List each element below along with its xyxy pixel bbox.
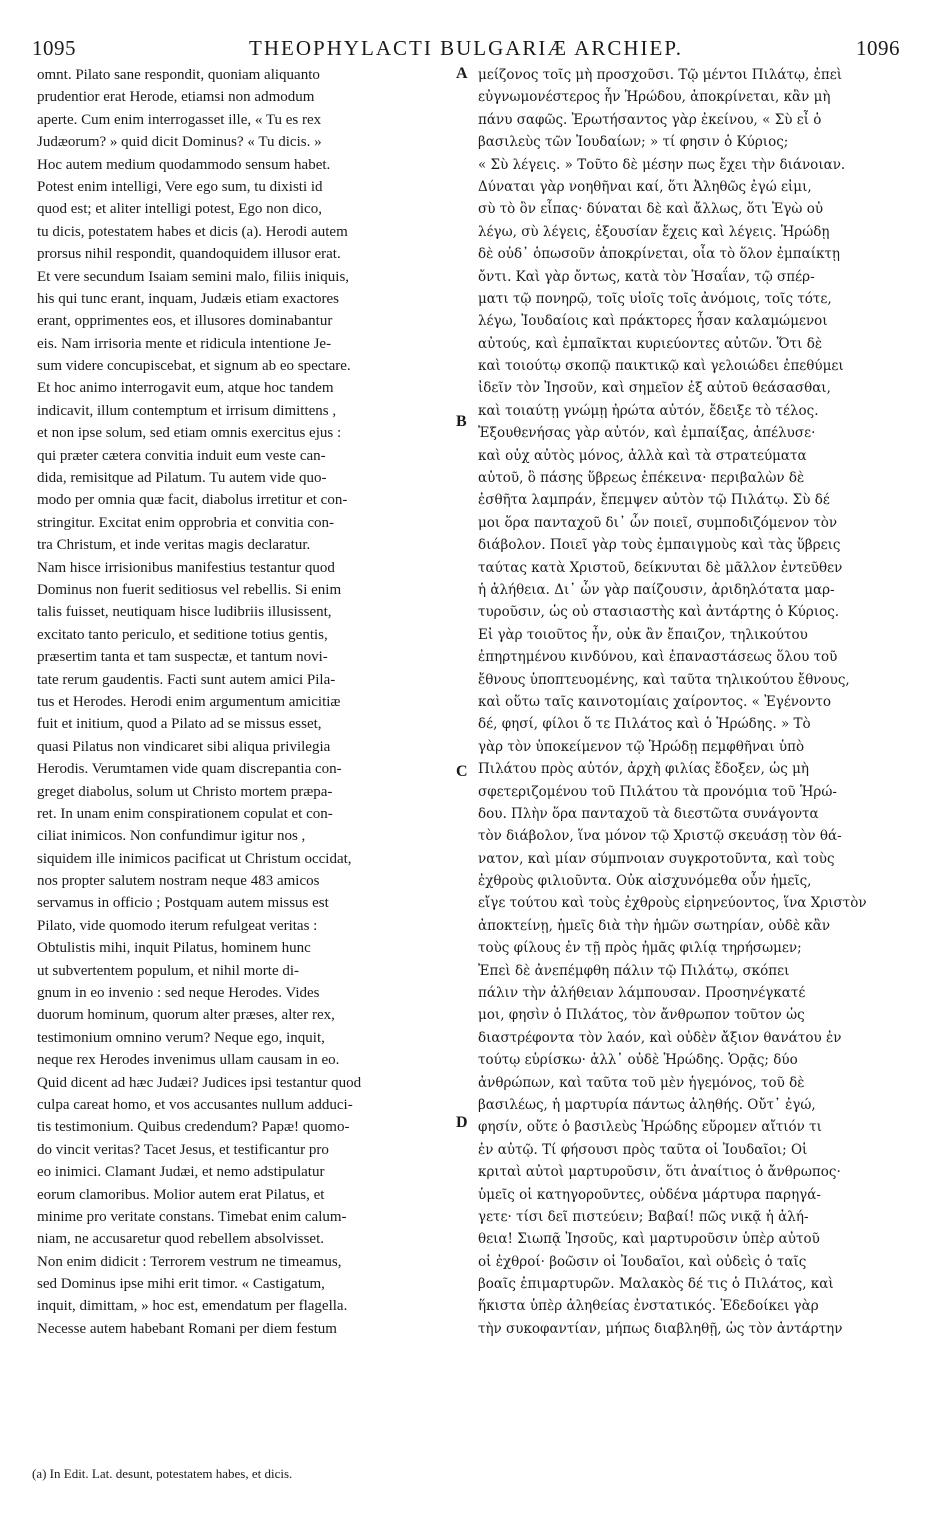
text-line: δέ, φησί, φίλοι ὅ τε Πιλάτος καὶ ὁ Ἡρώδης. » Τὸ	[478, 716, 811, 733]
text-line: eo inimici. Clamant Judæi, et nemo adstipulatur	[37, 1164, 325, 1181]
text-line: μείζονος τοῖς μὴ προσχοῦσι. Τῷ μέντοι Πιλάτῳ, ἐπεὶ	[478, 67, 843, 83]
text-line: ματι τῷ πονηρῷ, τοῖς υἱοῖς τοῖς ἀνόμοις, τοῖς τότε,	[478, 290, 832, 307]
text-line: Herodis. Verumtamen vide quam discrepantia con-	[37, 761, 342, 778]
text-line: διάβολον. Ποιεῖ γὰρ τοὺς ἐμπαιγμοὺς καὶ τὰς ὕβρεις	[478, 537, 841, 554]
text-line: et non ipse solum, sed etiam omnis exercitus ejus :	[37, 425, 342, 442]
text-line: his qui tunc erant, inquam, Judæis etiam exactores	[37, 290, 340, 307]
text-line: eorum clamoribus. Molior autem erat Pilatus, et	[37, 1186, 325, 1203]
text-line: ut subvertentem populum, et nihil morte di-	[37, 962, 300, 979]
text-line: fuit et initium, quod a Pilato ad se missus esset,	[37, 716, 322, 733]
text-line: καὶ τοιούτῳ σκοπῷ παικτικῷ καὶ γελοιώδει ἐπεθύμει	[478, 358, 844, 375]
text-line: μοι ὅρα πανταχοῦ δι᾽ ὧν ποιεῖ, συμποδιζόμενον τὸν	[478, 514, 838, 531]
text-line: τούτῳ εὑρίσκω· ἀλλ᾽ οὐδὲ Ἡρώδης. Ὁρᾷς; δύο	[478, 1052, 798, 1069]
text-line: γετε· τίσι δεῖ πιστεύειν; Βαβαί! πῶς νικᾷ ἡ ἀλή-	[478, 1208, 809, 1225]
text-line: prorsus nihil respondit, quandoquidem illusor erat.	[37, 246, 341, 263]
text-line: Potest enim intelligi, Vere ego sum, tu dixisti id	[37, 178, 323, 195]
text-line: αὐτοῦ, ὃ πάσης ὕβρεως ἐπέκεινα· περιβαλὼν δὲ	[478, 470, 805, 487]
text-line: ὄντι. Καὶ γὰρ ὄντως, κατὰ τὸν Ἡσαΐαν, τῷ σπέρ-	[478, 268, 815, 285]
text-line: ἀποκτείνῃ, ἡμεῖς διὰ τὴν ἡμῶν σωτηρίαν, οὐδὲ κἂν	[478, 917, 831, 934]
text-line: Quid dicent ad hæc Judæi? Judices ipsi testantur quod	[37, 1074, 362, 1091]
text-line: ἐπηρτημένου κινδύνου, καὶ ἐπαναστάσεως ὅλου τοῦ	[478, 649, 838, 666]
text-line: Necesse autem habebant Romani per diem festum	[37, 1320, 337, 1337]
running-title: THEOPHYLACTI BULGARIÆ ARCHIEP.	[249, 36, 683, 60]
text-line: erant, opprimentes eos, et illusores dominabantur	[37, 313, 333, 330]
text-line: Nam hisce irrisionibus manifestius testantur quod	[37, 559, 335, 576]
text-line: αὐτούς, καὶ ἐμπαῖκται κυριεύοντες αὐτῶν. Ὅτι δὲ	[478, 335, 823, 352]
text-line: καὶ οὐχ αὐτὸς μόνος, ἀλλὰ καὶ τὰ στρατεύματα	[478, 447, 807, 464]
text-line: σὺ τὸ ὂν εἶπας· δύναται δὲ καὶ ἄλλως, ὅτι Ἐγὼ οὐ	[478, 201, 824, 218]
text-line: ἔθνους ὑποπτευομένης, καὶ ταῦτα τηλικούτου ἔθνους,	[478, 671, 850, 688]
text-line: ciliat inimicos. Non confundimur igitur nos ,	[37, 828, 306, 845]
text-line: duorum hominum, quorum alter præses, alter rex,	[37, 1007, 335, 1024]
text-line: ἡ ἀλήθεια. Δι᾽ ὧν γὰρ παίζουσιν, ἀριδηλότατα μαρ-	[478, 581, 835, 598]
text-line: siquidem ille inimicos pacificat ut Christum occidat,	[37, 850, 352, 867]
right-page-number: 1096	[856, 36, 900, 60]
text-line: δου. Πλὴν ὅρα πανταχοῦ τὰ διεστῶτα συνάγοντα	[478, 805, 819, 822]
text-line: ἰδεῖν τὸν Ἰησοῦν, καὶ σημεῖον ἐξ αὐτοῦ θεάσασθαι,	[478, 380, 831, 397]
text-line: sum videre concupiscebat, et signum ab eo spectare.	[37, 358, 351, 375]
text-line: prudentior erat Herode, etiamsi non admodum	[37, 89, 315, 106]
text-line: qui præter cætera convitia induit eum veste can-	[37, 447, 326, 464]
text-line: « Σὺ λέγεις. » Τοῦτο δὲ μέσην πως ἔχει τὴν διάνοιαν.	[478, 156, 846, 173]
text-line: εὐγνωμονέστερος ἦν Ἡρώδου, ἀποκρίνεται, κἂν μὴ	[478, 89, 831, 106]
text-line: βοαῖς ἐπιμαρτυρῶν. Μαλακὸς δέ τις ὁ Πιλάτος, καὶ	[478, 1276, 834, 1293]
text-line: εἴγε τούτου καὶ τοὺς ἐχθροὺς εἰρηνεύοντος, ἵνα Χριστὸν	[478, 895, 867, 912]
text-line: ret. In unam enim conspirationem copulat et con-	[37, 805, 333, 822]
text-line: aperte. Cum enim interrogasset ille, « Tu es rex	[37, 111, 322, 128]
text-line: tra Christum, et inde veritas magis declaratur.	[37, 537, 311, 554]
margin-letter-d: D	[456, 1114, 468, 1131]
text-line: ἐσθῆτα λαμπράν, ἔπεμψεν αὐτὸν τῷ Πιλάτῳ. Σὺ δέ	[478, 492, 830, 509]
text-line: Obtulistis mihi, inquit Pilatus, hominem hunc	[37, 940, 311, 957]
text-line: greget diabolus, solum ut Christo mortem præpa-	[37, 783, 333, 800]
text-line: μοι, φησὶν ὁ Πιλάτος, τὸν ἄνθρωπον τοῦτον ὡς	[478, 1007, 805, 1024]
text-line: minime pro veritate constans. Timebat enim calum-	[37, 1208, 347, 1225]
text-line: Πιλάτου πρὸς αὐτόν, ἀρχὴ φιλίας ἔδοξεν, ὡς μὴ	[478, 761, 809, 778]
text-line: quod est; et aliter intelligi potest, Ego non dico,	[37, 201, 322, 218]
text-line: τὸν διάβολον, ἵνα μόνον τῷ Χριστῷ σκευάσῃ τὸν θά-	[478, 828, 842, 845]
text-line: Pilato, vide quomodo iterum refulgeat veritas :	[37, 917, 318, 934]
text-line: tu dicis, potestatem habes et dicis (a). Herodi autem	[37, 223, 348, 240]
text-line: κριταὶ αὐτοὶ μαρτυροῦσιν, ὅτι ἀναίτιος ὁ ἄνθρωπος·	[478, 1164, 841, 1181]
text-line: excitato tanto periculo, et seditione totius gentis,	[37, 626, 328, 643]
text-line: γὰρ τὸν ὑποκείμενον τῷ Ἡρώδῃ πεμφθῆναι ὑπὸ	[478, 738, 805, 755]
text-line: σφετεριζομένου τοῦ Πιλάτου τὰ προνόμια τοῦ Ἡρώ-	[478, 783, 837, 800]
text-line: nos propter salutem nostram neque 483 amicos	[37, 873, 320, 890]
margin-letter-c: C	[456, 763, 468, 780]
text-line: νατον, καὶ μίαν σύμπνοιαν συγκροτοῦντα, καὶ τοὺς	[478, 850, 835, 867]
text-line: Εἰ γὰρ τοιοῦτος ἦν, οὐκ ἂν ἔπαιζον, τηλικούτου	[478, 626, 808, 643]
text-line: Judæorum? » quid dicit Dominus? « Tu dicis. »	[37, 134, 322, 151]
left-page-number: 1095	[32, 36, 76, 60]
text-line: tate rerum gaudentis. Facti sunt autem amici Pila-	[37, 671, 336, 688]
text-line: Dominus non fuerit seditiosus vel rebellis. Si enim	[37, 581, 342, 598]
text-line: servamus in officio ; Postquam autem missus est	[37, 895, 329, 912]
text-line: λέγω, Ἰουδαίοις καὶ πράκτορες ἦσαν καλαμώμενοι	[478, 313, 828, 330]
text-line: τυροῦσιν, ὡς οὐ στασιαστὴς καὶ ἀντάρτης ὁ Κύριος.	[478, 604, 840, 621]
text-line: niam, ne accusaretur quod rebellem absolvisset.	[37, 1231, 324, 1248]
margin-letter-b: B	[456, 413, 467, 430]
text-line: ἐν αὐτῷ. Τί φήσουσι πρὸς ταῦτα οἱ Ἰουδαῖοι; Οἱ	[478, 1141, 808, 1158]
latin-column	[37, 64, 455, 1340]
text-line: τὴν συκοφαντίαν, μήπως διαβληθῇ, ὡς τὸν ἀντάρτην	[478, 1320, 843, 1337]
text-line: Ἐπεὶ δὲ ἀνεπέμφθη πάλιν τῷ Πιλάτῳ, σκόπει	[478, 962, 790, 979]
text-line: καὶ τοιαύτῃ γνώμῃ ἠρώτα αὐτόν, ἔδειξε τὸ τέλος.	[478, 402, 819, 419]
text-line: gnum in eo invenio : sed neque Herodes. Vides	[37, 985, 320, 1002]
text-line: sed Dominus ipse mihi erit timor. « Castigatum,	[37, 1276, 325, 1293]
text-line: βασιλέως, ἡ μαρτυρία πάντως ἀληθής. Οὔτ᾽ ἐγώ,	[478, 1096, 816, 1113]
text-line: διαστρέφοντα τὸν λαόν, καὶ οὐδὲν ἄξιον θανάτου ἐν	[478, 1029, 842, 1046]
text-line: βασιλεὺς τῶν Ἰουδαίων; » τί φησιν ὁ Κύριος;	[478, 134, 789, 151]
text-line: testimonium omnino verum? Neque ego, inquit,	[37, 1029, 325, 1046]
greek-column	[478, 64, 896, 1340]
text-line: καὶ οὕτω ταῖς καινοτομίαις χαίροντος. « Ἐγένοντο	[478, 693, 831, 710]
text-line: stringitur. Excitat enim opprobria et convitia con-	[37, 514, 335, 531]
margin-letter-a: A	[456, 65, 468, 82]
text-line: οἱ ἐχθροί· βοῶσιν οἱ Ἰουδαῖοι, καὶ οὐδεὶς ὁ ταῖς	[478, 1253, 807, 1270]
text-line: δὲ οὐδ᾽ ὁπωσοῦν ἀποκρίνεται, οἷα τὸ ὅλον ἐμπαίκτῃ	[478, 246, 840, 263]
text-line: culpa careat homo, et vos accusantes nullum adduci-	[37, 1096, 353, 1113]
text-line: Hoc autem medium quodammodo sensum habet.	[37, 156, 331, 173]
text-line: Ἐξουθενήσας γὰρ αὐτόν, καὶ ἐμπαίξας, ἀπέλυσε·	[478, 425, 816, 442]
text-line: eis. Nam irrisoria mente et ridicula intentione Je-	[37, 335, 332, 352]
text-line: do vincit veritas? Tacet Jesus, et testificantur pro	[37, 1141, 329, 1158]
text-line: Et hoc animo interrogavit eum, atque hoc tandem	[37, 380, 334, 397]
text-line: tis testimonium. Quibus credendum? Papæ! quomo-	[37, 1119, 350, 1136]
text-line: indicavit, illum contemptum et irrisum dimittens ,	[37, 402, 337, 419]
text-line: ἀνθρώπων, καὶ ταῦτα τοῦ μὲν ἡγεμόνος, τοῦ δὲ	[478, 1074, 805, 1091]
text-line: talis fuisset, neutiquam hisce ludibriis illusissent,	[37, 604, 332, 621]
text-line: tus et Herodes. Herodi enim argumentum amicitiæ	[37, 693, 341, 710]
text-line: modo per omnia quæ facit, diabolus irretitur et con-	[37, 492, 348, 509]
text-line: ταύτας κατὰ Χριστοῦ, δείκνυται δὲ μᾶλλον ἐντεῦθεν	[478, 559, 843, 576]
footnote: (a) In Edit. Lat. desunt, potestatem habes, et dicis.	[32, 1466, 293, 1481]
text-line: Et vere secundum Isaiam semini malo, filiis iniquis,	[37, 268, 350, 285]
text-line: πάνυ σαφῶς. Ἐρωτήσαντος γὰρ ἐκείνου, « Σὺ εἶ ὁ	[478, 111, 822, 128]
text-line: Δύναται γὰρ νοηθῆναι καί, ὅτι Ἀληθῶς ἐγώ εἰμι,	[478, 178, 812, 195]
text-line: ἐχθροὺς φιλιοῦντα. Οὐκ αἰσχυνόμεθα οὖν ἡμεῖς,	[478, 873, 812, 890]
text-line: θεια! Σιωπᾷ Ἰησοῦς, καὶ μαρτυροῦσιν ὑπὲρ αὐτοῦ	[478, 1231, 820, 1248]
text-line: quasi Pilatus non vindicaret sibi aliqua privilegia	[37, 738, 331, 755]
text-line: τοὺς φίλους ἐν τῇ πρὸς ἡμᾶς φιλίᾳ τηρήσωμεν;	[478, 940, 802, 957]
text-line: omnt. Pilato sane respondit, quoniam aliquanto	[37, 67, 320, 83]
text-line: φησίν, οὔτε ὁ βασιλεὺς Ἡρώδης εὕρομεν αἴτιόν τι	[478, 1119, 822, 1136]
text-line: neque rex Herodes invenimus ullam causam in eo.	[37, 1052, 340, 1069]
text-line: ἥκιστα ὑπὲρ ἀληθείας ἐνστατικός. Ἐδεδοίκει γὰρ	[478, 1298, 819, 1315]
text-line: πάλιν τὴν ἀλήθειαν λάμπουσαν. Προσηνέγκατέ	[478, 985, 806, 1002]
page-header	[32, 36, 900, 62]
text-line: Non enim didicit : Terrorem vestrum ne timeamus,	[37, 1253, 342, 1270]
text-line: inquit, dimittam, » hoc est, emendatum per flagella.	[37, 1298, 348, 1315]
text-line: dida, remisitque ad Pilatum. Tu autem vide quo-	[37, 470, 327, 487]
text-line: λέγω, σὺ λέγεις, ἐξουσίαν ἔχεις καὶ λέγεις. Ἡρώδῃ	[478, 223, 830, 240]
text-line: præsertim tanta et tam suspectæ, et tantum novi-	[37, 649, 328, 666]
text-line: ὑμεῖς οἱ κατηγοροῦντες, οὐδένα μάρτυρα παρηγά-	[478, 1186, 821, 1203]
